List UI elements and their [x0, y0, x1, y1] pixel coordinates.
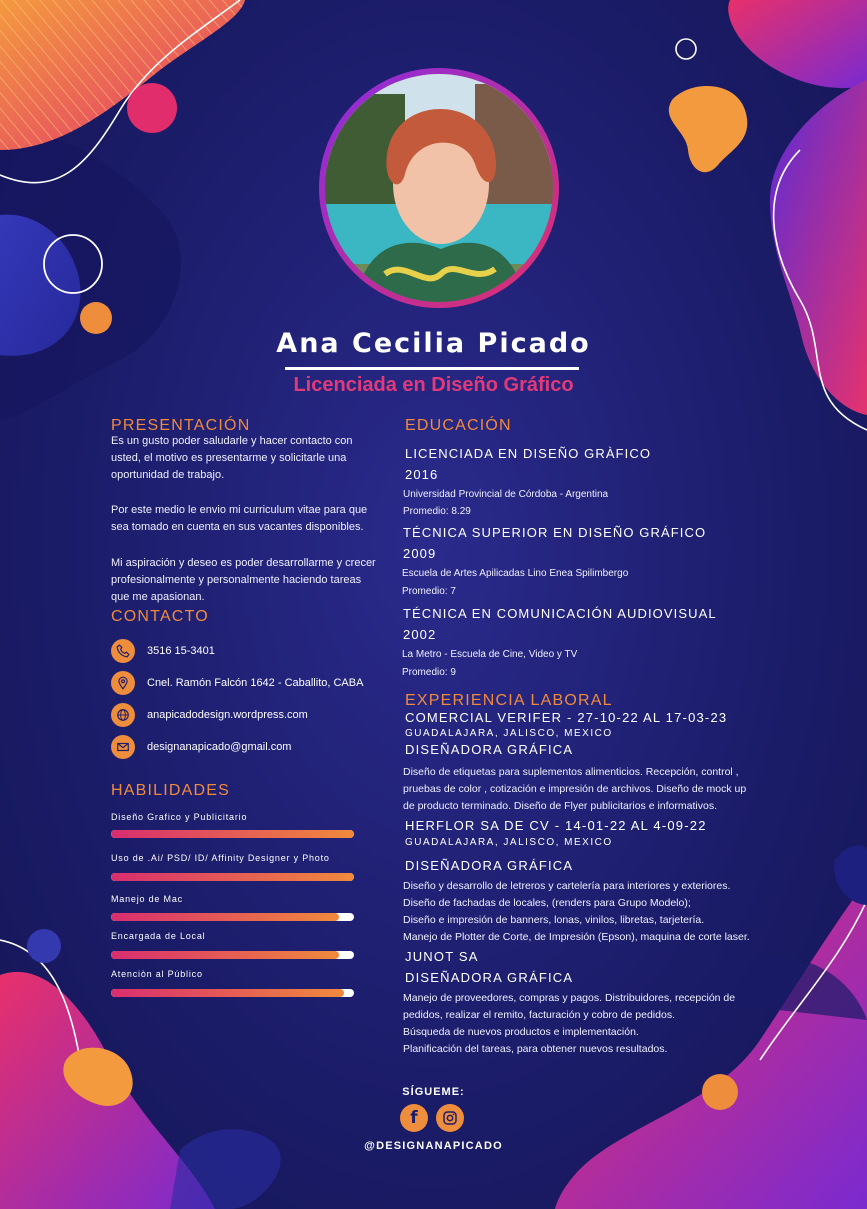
contact-heading: CONTACTO — [111, 608, 209, 625]
job-company: COMERCIAL VERIFER - 27-10-22 AL 17-03-23 — [405, 710, 728, 725]
social-handle[interactable]: @DESIGNANAPICADO — [364, 1140, 503, 1152]
experience-heading: EXPERIENCIA LABORAL — [405, 692, 613, 709]
job-description-line: Diseño e impresión de banners, lonas, vinilos, libretas, tarjetería. — [403, 914, 705, 926]
skill-label: Atenciòn al Público — [111, 969, 203, 979]
skill-fill — [111, 951, 339, 959]
contact-email[interactable] — [111, 735, 291, 759]
job-description-line: Manejo de proveedores, compras y pagos. Distribuidores, recepción de — [403, 992, 736, 1004]
skill-bar — [111, 989, 354, 997]
skill-label: Manejo de Mac — [111, 894, 183, 904]
location-icon — [111, 671, 135, 695]
skill-bar — [111, 873, 354, 881]
follow-label: SÍGUEME: — [402, 1086, 465, 1098]
skill-bar — [111, 951, 354, 959]
job-role: DISEÑADORA GRÁFICA — [405, 858, 574, 873]
job-role: DISEÑADORA GRÁFICA — [405, 970, 574, 985]
job-role: DISEÑADORA GRÁFICA — [405, 742, 574, 757]
job-description-line: de producto terminado. Diseño de Flyer publicitarios e informativos. — [403, 800, 717, 812]
globe-icon — [111, 703, 135, 727]
education-year: 2009 — [403, 546, 437, 561]
contact-email-text: designanapicado@gmail.com — [147, 741, 292, 753]
job-company: JUNOT SA — [405, 949, 479, 964]
phone-icon — [111, 639, 135, 663]
skill-label: Uso de .Ai/ PSD/ ID/ Affinity Designer y Photo — [111, 853, 330, 863]
skill-fill — [111, 913, 339, 921]
skill-bar — [111, 830, 354, 838]
skill-fill — [111, 989, 344, 997]
education-school: Universidad Provincial de Córdoba - Argentina — [403, 489, 609, 500]
job-description — [403, 764, 783, 815]
education-grade: Promedio: 8.29 — [403, 506, 471, 517]
job-description-line: pedidos, realizar el remito, facturación y cobro de pedidos. — [403, 1009, 675, 1021]
job-description-line: Planificación del tareas, para obtener nuevos resultados. — [403, 1043, 668, 1055]
contact-address-text: Cnel. Ramón Falcón 1642 - Caballito, CABA — [147, 677, 364, 689]
job-location: GUADALAJARA, JALISCO, MEXICO — [405, 728, 613, 739]
job-description-line: Manejo de Plotter de Corte, de Impresión (Epson), maquina de corte laser. — [403, 931, 750, 943]
job-description-line: Diseño de etiquetas para suplementos alimenticios. Recepción, control , — [403, 766, 739, 778]
job-description — [403, 990, 783, 1058]
job-description-line: Diseño y desarrollo de letreros y cartelería para interiores y exteriores. — [403, 880, 731, 892]
facebook-glyph: f — [410, 1108, 418, 1128]
skill-fill — [111, 873, 354, 881]
contact-phone-text: 3516 15-3401 — [147, 645, 215, 657]
presentation-paragraph-2: Por este medio le envio mi curriculum vitae para que sea tomado en cuenta en sus vacantes disponibles. — [111, 504, 368, 533]
job-description-line: pruebas de color , cotización e impresión de archivos. Diseño de mock up — [403, 783, 747, 795]
email-icon — [111, 735, 135, 759]
instagram-icon[interactable] — [436, 1104, 464, 1132]
job-location: GUADALAJARA, JALISCO, MEXICO — [405, 837, 613, 848]
contact-phone[interactable] — [111, 639, 215, 663]
education-year: 2002 — [403, 627, 437, 642]
presentation-paragraph-1: Es un gusto poder saludarle y hacer contacto con usted, el motivo es presentarme y solicitarle una oportunidad de trabajo. — [111, 435, 353, 481]
profile-photo — [325, 74, 553, 302]
education-grade: Promedio: 9 — [402, 667, 456, 678]
presentation-paragraph-3: Mi aspiración y deseo es poder desarrollarme y crecer profesionalmente y personalmente haciendo tareas que me apasionan. — [111, 557, 376, 603]
education-school: La Metro - Escuela de Cine, Video y TV — [402, 649, 578, 660]
applicant-title: Licenciada en Diseño Gráfico — [293, 374, 574, 396]
contact-website-text: anapicadodesign.wordpress.com — [147, 709, 308, 721]
job-company: HERFLOR SA DE CV - 14-01-22 AL 4-09-22 — [405, 818, 707, 833]
contact-website[interactable] — [111, 703, 308, 727]
education-heading: EDUCACIÓN — [405, 417, 512, 434]
presentation-heading: PRESENTACIÓN — [111, 417, 251, 434]
education-degree: TÉCNICA SUPERIOR EN DISEÑO GRÁFICO — [403, 525, 707, 540]
name-underline — [285, 367, 579, 370]
job-description-line: Búsqueda de nuevos productos e implementación. — [403, 1026, 639, 1038]
education-degree: LICENCIADA EN DISEÑO GRÀFICO — [405, 446, 652, 461]
skill-fill — [111, 830, 354, 838]
education-grade: Promedio: 7 — [402, 586, 456, 597]
education-year: 2016 — [405, 467, 439, 482]
education-school: Escuela de Artes Apilicadas Lino Enea Spilimbergo — [402, 568, 629, 579]
profile-photo-frame — [319, 68, 559, 308]
job-description-line: Diseño de fachadas de locales, (renders para Grupo Modelo); — [403, 897, 691, 909]
applicant-name: Ana Cecilia Picado — [276, 328, 591, 359]
contact-address[interactable] — [111, 671, 363, 695]
skill-label: Encargada de Local — [111, 931, 206, 941]
skill-label: Diseño Grafico y Publicitario — [111, 812, 248, 822]
facebook-icon[interactable] — [400, 1104, 428, 1132]
job-description — [403, 878, 783, 946]
skills-heading: HABILIDADES — [111, 782, 231, 799]
education-degree: TÉCNICA EN COMUNICACIÓN AUDIOVISUAL — [403, 606, 717, 621]
skill-bar — [111, 913, 354, 921]
